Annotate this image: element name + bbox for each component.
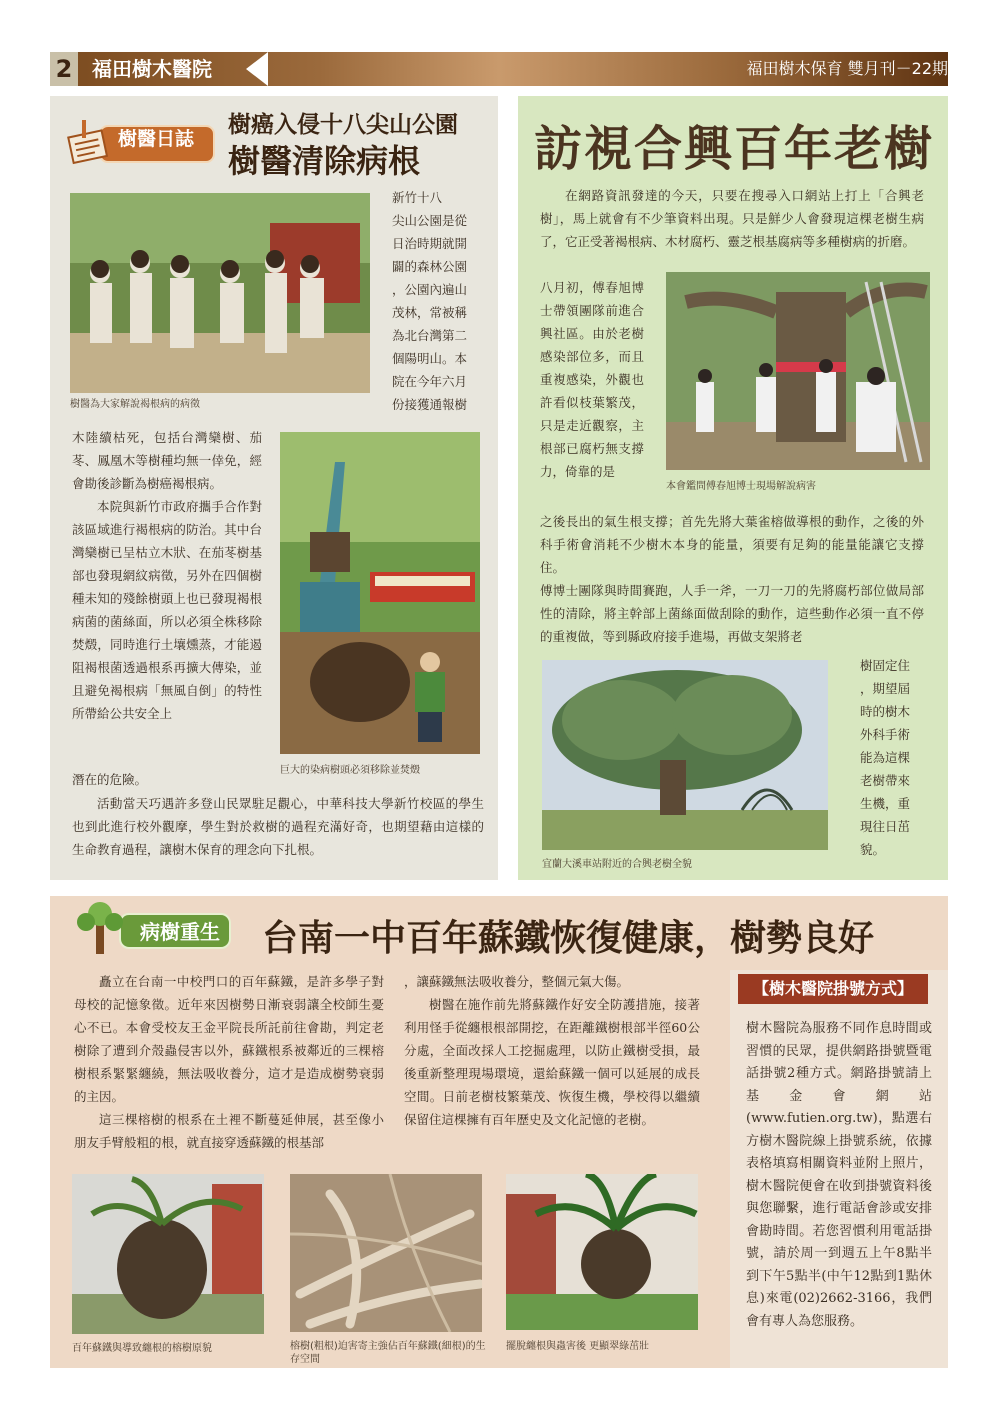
left-photo-1-caption: 樹醫為大家解說褐根病的病徵 [70, 399, 200, 410]
right-column-line: 老樹帶來 [860, 773, 911, 788]
left-column-1-line: 闢的森林公園 [392, 259, 468, 274]
right-article-paragraph-3: 傅博士團隊與時間賽跑，人手一斧，一刀一刀的先將腐朽部位做局部性的清除，將主幹部上菌絲面做刮除的動作，這些動作必須一直不停的重複做，等到縣政府接手進場，再做支架將老 [540, 583, 924, 644]
diary-tag-label: 樹醫日誌 [118, 128, 195, 150]
right-column-line: 現往日茁 [860, 819, 911, 834]
left-article-column-2 [72, 426, 262, 725]
cycad-recovered-photo-image [506, 1174, 698, 1330]
bottom-photo-1 [72, 1174, 264, 1334]
left-article-paragraph-2-tail: 潛在的危險。 [72, 772, 148, 787]
cycad-original-photo-image [72, 1174, 264, 1334]
left-photo-2-caption: 巨大的染病樹頭必須移除並焚燬 [280, 765, 420, 776]
page-number: 2 [50, 52, 78, 86]
excavator-photo-image [280, 432, 480, 754]
left-column-1-line: 院在今年六月 [392, 374, 468, 389]
bottom-article-title: 台南一中百年蘇鐵恢復健康，樹勢良好 [262, 918, 875, 959]
left-photo-1 [70, 193, 370, 393]
bottom-photo-2 [290, 1174, 482, 1332]
left-photo-2 [280, 432, 480, 754]
bottom-paragraph-2: 這三棵榕樹的根系在土裡不斷蔓延伸展，甚至像小朋友手臂般粗的根，就直接穿透蘇鐵的根基部 [74, 1112, 384, 1150]
bottom-photo-3 [506, 1174, 698, 1330]
group-outdoor-photo-image [70, 193, 370, 393]
left-column-1-line: 尖山公園是從 [392, 213, 468, 228]
left-column-1-line: 茂林，常被稱 [392, 305, 468, 320]
right-photo-1-caption: 本會鑑問傅春旭博士現場解說病害 [666, 481, 816, 492]
bottom-paragraph-4: 樹醫在施作前先將蘇鐵作好安全防護措施，接著利用怪手從纏根根部開挖，在距離鐵樹根部半徑60公分處，全面改採人工挖掘處理，以防止鐵樹受損，最後重新整理現場環境，還給蘇鐵一個可以延展的成長空間。日前老樹枝繁葉茂、恢復生機，學校得以繼續保留住這棵擁有百年歷史及文化記憶的老樹。 [404, 997, 700, 1127]
right-column-line: 外科手術 [860, 727, 911, 742]
left-column-1-line: ，公園內遍山 [392, 282, 468, 297]
right-column-line: ，期望屆 [860, 681, 911, 696]
right-column-line: 生機，重 [860, 796, 911, 811]
left-column-1-line: 個陽明山。本 [392, 351, 468, 366]
left-column-1-line: 新竹十八 [392, 190, 443, 205]
bottom-photo-3-caption: 擺脫纏根與蟲害後 更顯翠綠茁壯 [506, 1341, 650, 1352]
right-article-intro: 在網路資訊發達的今天，只要在搜尋入口網站上打上「合興老樹」，馬上就會有不少筆資料出現。只是鮮少人會發現這棵老樹生病了，它正受著褐根病、木材腐朽、靈芝根基腐病等多種樹病的折磨。 [540, 188, 924, 249]
sick-tree-tag-label: 病樹重生 [140, 920, 220, 944]
left-column-1-line: 日治時期就開 [392, 236, 468, 251]
left-article-title-line1: 樹癌入侵十八尖山公園 [228, 112, 458, 138]
right-photo-2-caption: 宜蘭大溪車站附近的合興老樹全貌 [542, 859, 692, 870]
right-article-title: 訪視合興百年老樹 [534, 121, 935, 177]
publication-title: 福田樹木保育 雙月刊－22期 [746, 59, 948, 78]
old-tree-inspection-photo-image [666, 272, 930, 470]
left-article-paragraph-2: 本院與新竹市政府攜手合作對該區域進行褐根病的防治。其中台灣欒樹已呈枯立木狀、在茄苳樹基部也發現網紋病徵，另外在四個樹種未知的殘餘樹頭上也已發現褐根病菌的菌絲面，所以必須全株移除焚燬，同時進行土壤燻蒸，才能遏阻褐根菌透過根系再擴大傳染，並且避免褐根病「無風自倒」的特性所帶給公共安全上 [72, 499, 262, 721]
roots-closeup-photo-image [290, 1174, 482, 1332]
left-column-1-line: 份接獲通報樹 [392, 397, 468, 412]
right-column-line: 時的樹木 [860, 704, 911, 719]
big-tree-full-view-image [542, 660, 828, 850]
left-article-title-line2: 樹醫清除病根 [228, 142, 421, 180]
right-article-column-left: 八月初，傅春旭博士帶領團隊前進合興社區。由於老樹感染部位多，而且重複感染，外觀也許看似枝葉繁茂，只是走近觀察，主根部已腐朽無支撐力，倚靠的是 [540, 280, 644, 479]
bottom-paragraph-1: 矗立在台南一中校門口的百年蘇鐵，是許多學子對母校的記憶象徵。近年來因樹勢日漸衰弱讓全校師生憂心不已。本會受校友王金平院長所託前往會勘，判定老樹除了遭到介殼蟲侵害以外，蘇鐵根系被鄰近的三棵榕樹根系緊緊纏繞，無法吸收養分，這才是造成樹勢衰弱的主因。 [74, 974, 384, 1104]
left-article-column-1 [392, 186, 482, 416]
right-photo-1 [666, 272, 930, 470]
bottom-photo-1-caption: 百年蘇鐵與導致纏根的榕樹原貌 [72, 1343, 212, 1354]
left-article-paragraph-1: 木陸續枯死，包括台灣欒樹、茄苳、鳳凰木等樹種均無一倖免，經會勘後診斷為樹癌褐根病。 [72, 430, 262, 491]
left-column-1-line: 為北台灣第二 [392, 328, 468, 343]
bottom-paragraph-3: ，讓蘇鐵無法吸收養分，整個元氣大傷。 [404, 974, 630, 989]
right-article-column-right [860, 654, 924, 861]
registration-text: 樹木醫院為服務不同作息時間或習慣的民眾，提供網路掛號暨電話掛號2種方式。網路掛號請上基金會網站(www.futien.org.tw)，點選右方樹木醫院線上掛號系統，依據表格填寫相關資料並附上照片，樹木醫院便會在收到掛號資料後與您聯繫，進行電話會診或安排會勘時間。若您習慣利用電話掛號，請於周一到週五上午8點半到下午5點半(中午12點到1點休息)來電(02)2662-3166，我們會有專人為您服務。 [746, 1021, 932, 1329]
header-arrow-decoration [246, 52, 268, 86]
registration-heading: 【樹木醫院掛號方式】 [738, 974, 928, 1004]
right-column-line: 貌。 [860, 842, 886, 857]
bottom-article-column-2 [404, 970, 700, 1131]
right-column-line: 樹固定住 [860, 658, 911, 673]
bottom-article-column-1 [74, 970, 384, 1154]
right-article-paragraph-2: 之後長出的氣生根支撐；首先先將大葉雀榕做導根的動作，之後的外科手術會消耗不少樹木本身的能量，須要有足夠的能量能讓它支撐住。 [540, 514, 924, 575]
left-article-closing: 活動當天巧遇許多登山民眾駐足觀心，中華科技大學新竹校區的學生也到此進行校外觀摩，學生對於救樹的過程充滿好奇，也期望藉由這樣的生命教育過程，讓樹木保育的理念向下扎根。 [72, 796, 484, 857]
bottom-photo-2-caption: 榕樹(粗根)迫害寄主強佔百年蘇鐵(細根)的生存空間 [290, 1341, 486, 1365]
section-title: 福田樹木醫院 [92, 57, 212, 81]
right-photo-2 [542, 660, 828, 850]
right-column-line: 能為這棵 [860, 750, 911, 765]
right-article-body [540, 510, 924, 648]
